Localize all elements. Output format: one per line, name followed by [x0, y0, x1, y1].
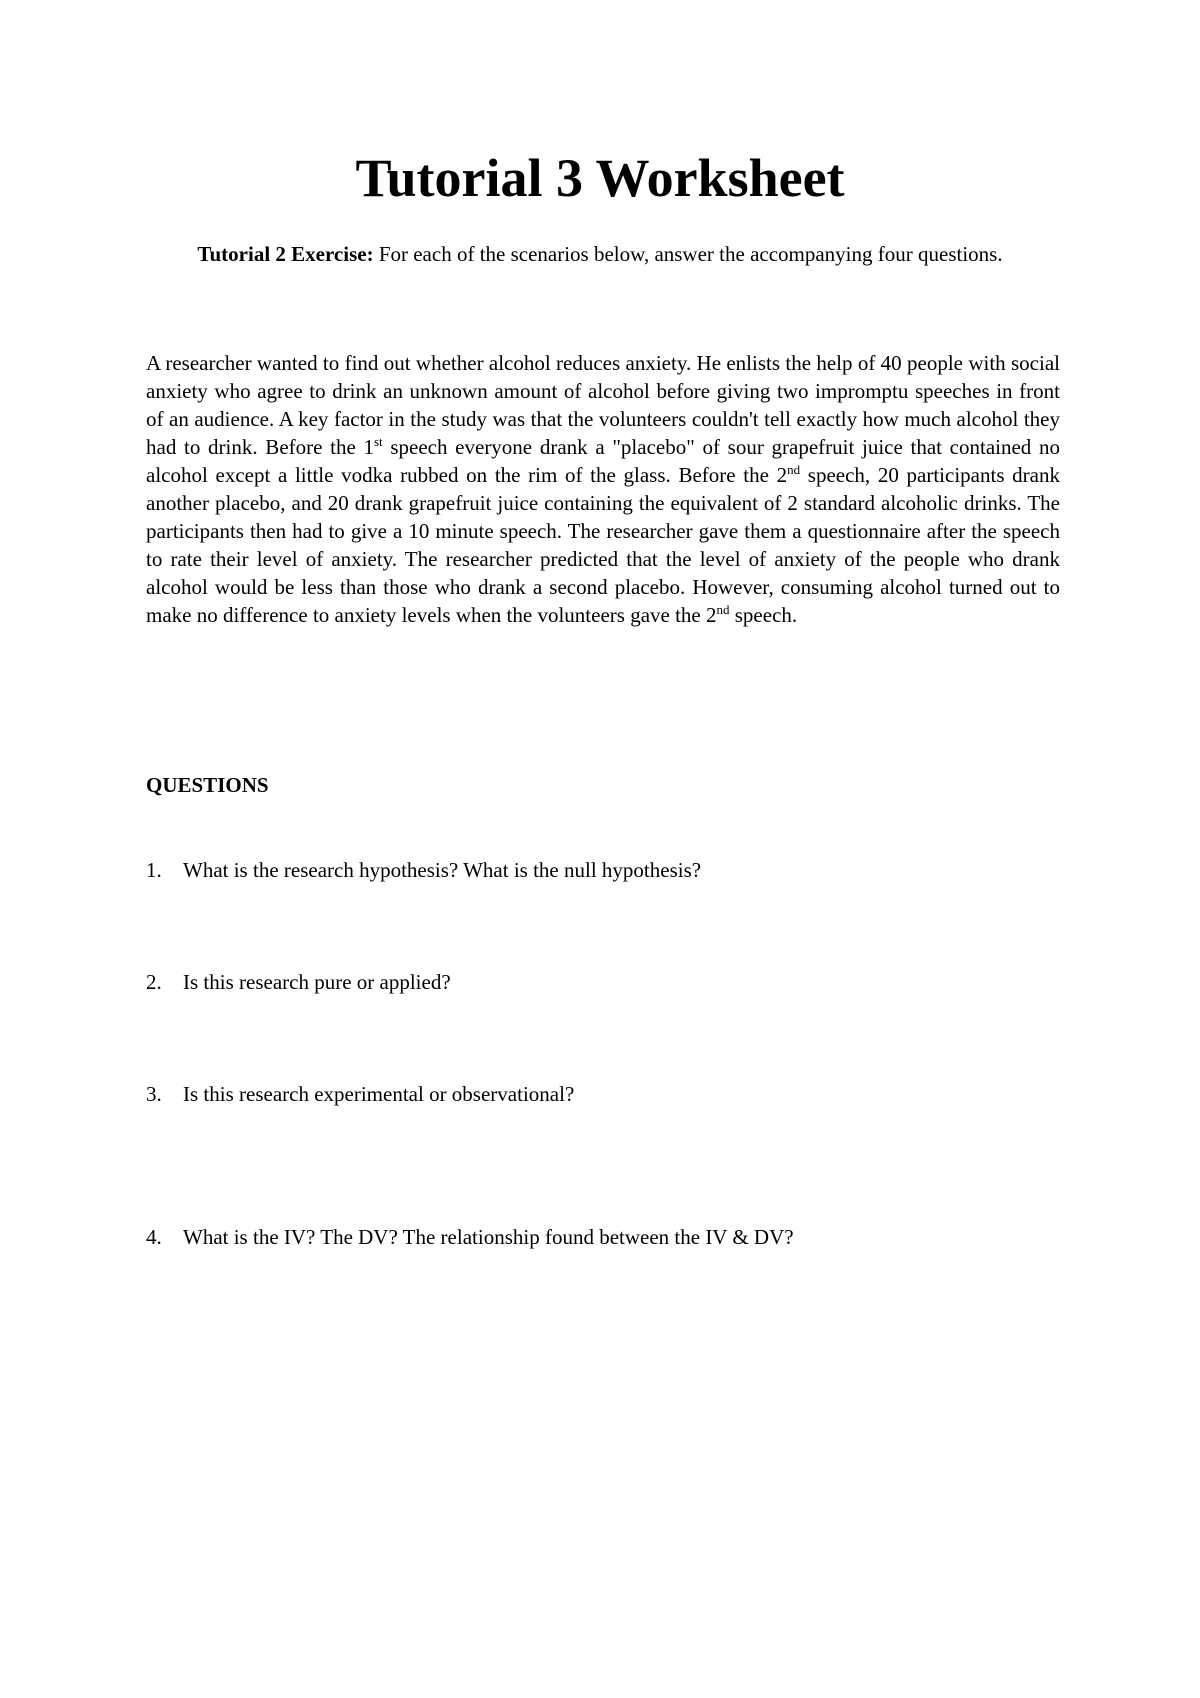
scenario-superscript-3: nd	[716, 602, 730, 617]
question-text: Is this research experimental or observational?	[183, 1082, 575, 1106]
scenario-text-part-2: speech everyone drank a "placebo" of sour grapefruit juice that contained no alcohol except a little vodka rubbed on the rim of the glass. Before the 2	[146, 435, 1060, 487]
question-text: What is the research hypothesis? What is the null hypothesis?	[183, 858, 702, 882]
questions-heading: QUESTIONS	[146, 773, 269, 797]
question-number: 2.	[146, 970, 162, 994]
question-1	[146, 856, 1060, 884]
scenario-superscript-2: nd	[787, 462, 801, 477]
scenario-paragraph	[146, 349, 1060, 629]
question-number: 3.	[146, 1082, 162, 1106]
scenario-text-part-3: speech, 20 participants drank another placebo, and 20 drank grapefruit juice containing the equivalent of 2 standard alcoholic drinks. The participants then had to give a 10 minute speech. The researcher gave them a questionnaire after the speech to rate their level of anxiety. The researcher predicted that the level of anxiety of the people who drank alcohol would be less than those who drank a second placebo. However, consuming alcohol turned out to make no difference to anxiety levels when the volunteers gave the 2	[146, 463, 1060, 627]
question-text: Is this research pure or applied?	[183, 970, 451, 994]
question-number: 4.	[146, 1225, 162, 1249]
exercise-instruction	[180, 240, 1020, 269]
scenario-text-part-1: A researcher wanted to find out whether alcohol reduces anxiety. He enlists the help of 40 people with social anxiety who agree to drink an unknown amount of alcohol before giving two impromptu speeches in front of an audience. A key factor in the study was that the volunteers couldn't tell exactly how much alcohol they had to drink. Before the 1	[146, 351, 1060, 459]
exercise-instruction-text: For each of the scenarios below, answer the accompanying four questions.	[373, 242, 1003, 266]
question-3	[146, 1080, 1060, 1108]
scenario-text-part-4: speech.	[729, 603, 798, 627]
question-4	[146, 1223, 1060, 1251]
scenario-superscript-1: st	[373, 434, 383, 449]
exercise-label: Tutorial 2 Exercise:	[197, 242, 374, 266]
worksheet-title: Tutorial 3 Worksheet	[355, 148, 845, 208]
question-number: 1.	[146, 858, 162, 882]
question-2	[146, 968, 1060, 996]
question-text: What is the IV? The DV? The relationship found between the IV & DV?	[183, 1225, 794, 1249]
